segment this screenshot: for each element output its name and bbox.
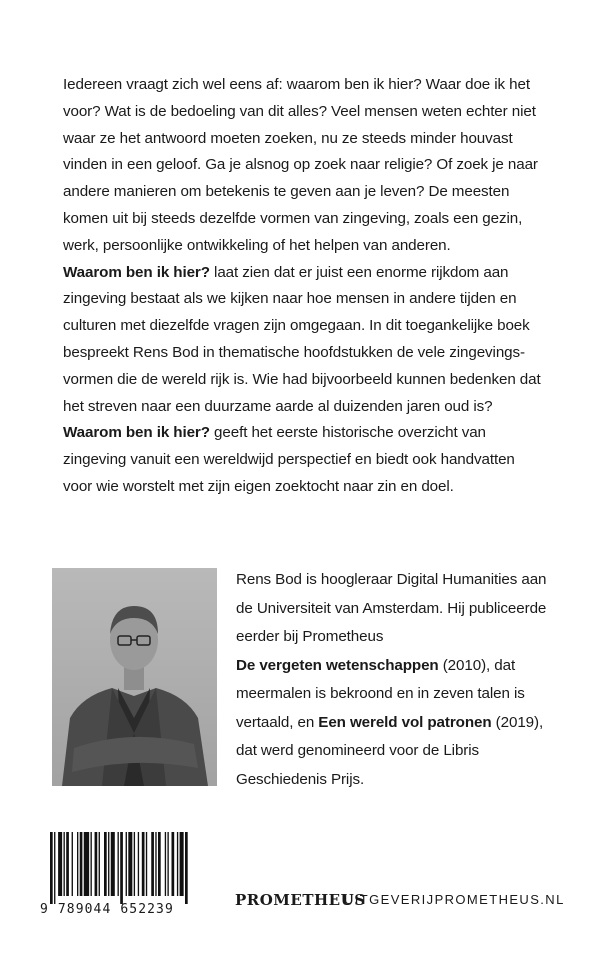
barcode-bar <box>146 832 147 896</box>
barcode-bar <box>134 832 135 896</box>
barcode-bar <box>118 832 119 896</box>
author-bio <box>236 566 556 794</box>
barcode-bar <box>104 832 107 896</box>
book-title-mention-1: Waarom ben ik hier? <box>63 263 210 281</box>
isbn-number: 9 789044 652239 <box>40 902 174 917</box>
barcode-bar <box>177 832 178 896</box>
barcode-bar <box>84 832 89 896</box>
barcode-bar <box>91 832 92 896</box>
book-title-mention-2: Waarom ben ik hier? <box>63 424 210 442</box>
barcode-bar <box>165 832 166 896</box>
barcode-bar <box>158 832 161 896</box>
bio-text-3: (2019), dat werd genomineerd voor de Libris Geschiedenis Prijs. <box>236 713 544 788</box>
author-photo <box>52 568 217 786</box>
barcode-bar <box>66 832 69 896</box>
barcode-bar <box>155 832 156 896</box>
publisher-url: UITGEVERIJPROMETHEUS.NL <box>344 892 565 907</box>
isbn-barcode <box>40 832 220 918</box>
barcode-bar <box>50 832 53 904</box>
barcode-bar <box>58 832 62 896</box>
barcode-bar <box>128 832 132 896</box>
previous-book-2: Een wereld vol patronen <box>318 713 492 731</box>
barcode-bar <box>167 832 168 896</box>
barcode-bar <box>72 832 73 896</box>
back-cover-blurb <box>63 72 543 501</box>
barcode-bar <box>108 832 109 896</box>
barcode-bar <box>151 832 154 896</box>
bio-text-2: (2010), dat meermalen is bekroond en in zeven talen is vertaald, en <box>236 656 525 731</box>
blurb-paragraph-1: Iedereen vraagt zich wel eens af: waarom ben ik hier? Waar doe ik het voor? Wat is de bedoeling van dit alles? Veel mensen weten echter niet waar ze het antwoord moeten zoeken, nu ze steeds minder houvast vinden in een geloof. Ga je alsnog op zoek naar religie? Of zoek je naar andere manieren om betekenis te geven aan je leven? De meesten komen uit bij steeds dezelfde vormen van zingeving, zoals een gezin, werk, persoonlijke ontwikkeling of het helpen van anderen. <box>63 76 538 254</box>
barcode-bar <box>172 832 175 896</box>
barcode-bar <box>185 832 188 904</box>
blurb-paragraph-2: laat zien dat er juist een enorme rijkdom aan zingeving bestaat als we kijken naar hoe mensen in andere tijden en culturen met diezelfde vragen zijn omgegaan. In dit toegankelijke boek bespreekt Rens Bod in thematische hoofdstukken de vele zingevings-vormen die de wereld rijk is. Wie had bijvoorbeeld kunnen bedenken dat het streven naar een duurzame aarde al duizenden jaren oud is? <box>63 263 541 415</box>
previous-book-1: De vergeten wetenschappen <box>236 656 439 674</box>
barcode-bar <box>80 832 83 896</box>
barcode-bar <box>142 832 145 896</box>
barcode-bar <box>111 832 115 896</box>
bio-text-1: Rens Bod is hoogleraar Digital Humanities aan de Universiteit van Amsterdam. Hij publiceerde eerder bij Prometheus <box>236 571 547 645</box>
publisher-logo: PROMETHEUS <box>235 891 366 909</box>
barcode-bar <box>138 832 139 896</box>
barcode-bar <box>99 832 100 896</box>
barcode-bar <box>180 832 184 896</box>
barcode-bar <box>77 832 78 896</box>
barcode-bar <box>64 832 65 896</box>
barcode-bar <box>120 832 123 904</box>
barcode-bar <box>95 832 98 896</box>
barcode-bar <box>126 832 127 896</box>
barcode-bar <box>54 832 55 904</box>
blurb-paragraph-3: geeft het eerste historische overzicht van zingeving vanuit een wereldwijd perspectief en biedt ook handvatten voor wie worstelt met zijn eigen zoektocht naar zin en doel. <box>63 424 515 495</box>
barcode-bars <box>50 832 220 904</box>
